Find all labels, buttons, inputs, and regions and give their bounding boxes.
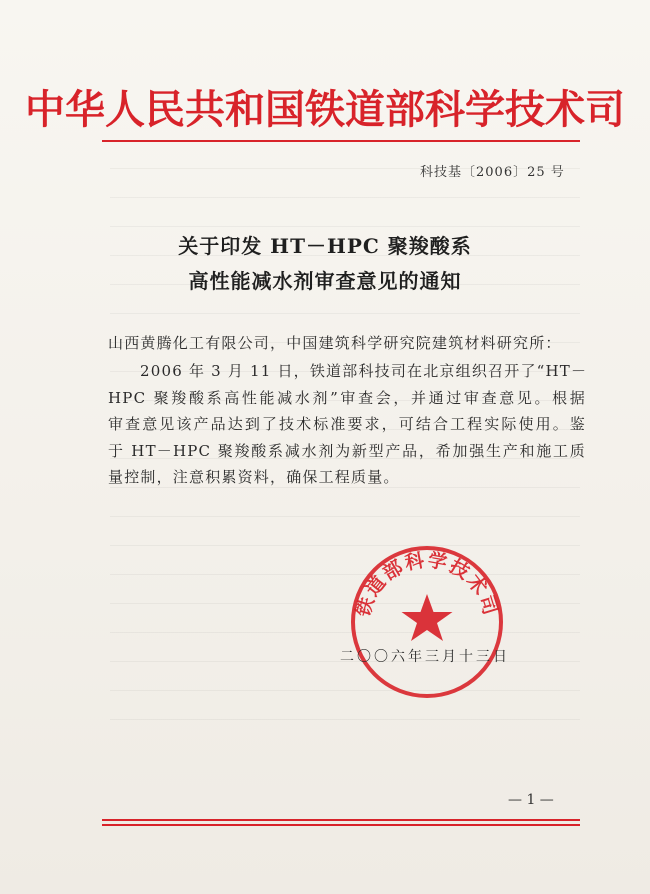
page-number: — 1 — xyxy=(508,792,554,808)
footer-red-rule-thin xyxy=(102,824,580,826)
notice-title-line-2: 高性能减水剂审查意见的通知 xyxy=(188,269,462,293)
notice-title-line-1: 关于印发 HT－HPC 聚羧酸系 xyxy=(178,234,472,258)
body-line: HPC 聚羧酸系高性能减水剂”审查会，并通过审查意见。根据 xyxy=(108,388,586,407)
addressee: 山西黄腾化工有限公司，中国建筑科学研究院建筑材料研究所： xyxy=(108,334,562,352)
body-line: 量控制，注意积累资料，确保工程质量。 xyxy=(108,468,400,486)
organization-header: 中华人民共和国铁道部科学技术司 xyxy=(25,87,625,133)
footer-red-rule xyxy=(102,819,580,821)
issue-date: 二〇〇六年三月十三日 xyxy=(340,649,510,665)
body-paragraph xyxy=(108,358,586,491)
body-line: 2006 年 3 月 11 日，铁道部科技司在北京组织召开了“HT－ xyxy=(140,362,588,380)
seal-star-icon xyxy=(402,594,453,641)
body-line: 于 HT－HPC 聚羧酸系减水剂为新型产品，希加强生产和施工质 xyxy=(108,441,586,460)
header-red-rule xyxy=(102,140,580,142)
official-seal xyxy=(347,542,507,702)
document-number: 科技基〔2006〕25 号 xyxy=(420,165,565,180)
body-line: 审查意见该产品达到了技术标准要求，可结合工程实际使用。鉴 xyxy=(108,415,586,433)
seal-text: 铁道部科学技术司 xyxy=(352,549,502,620)
